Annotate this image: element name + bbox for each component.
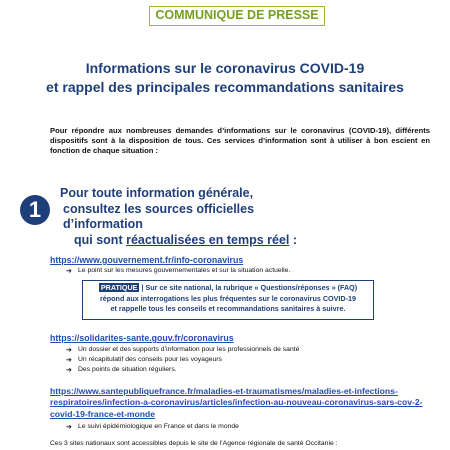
faq-line1: PRATIQUE | Sur ce site national, la rubrique « Questions/réponses » (FAQ)	[100, 283, 358, 292]
arrow-right-icon: ➔	[66, 424, 72, 431]
list-item: Le suivi épidémiologique en France et dans le monde	[78, 423, 239, 430]
link-santepubliquefrance[interactable]: https://www.santepubliquefrance.fr/maladies-et-traumatismes/maladies-et-infections-respiratoires/infection-a-coronavirus/articles/infection-au-nouveau-coronavirus-sars-cov-2-covid-19-france-et-monde	[50, 386, 423, 419]
section-number-badge: 1	[20, 195, 50, 225]
section-heading-line1: Pour toute information générale,	[60, 186, 254, 200]
faq-line2: répond aux interrogations les plus fréquentes sur le coronavirus COVID-19	[99, 293, 357, 303]
arrow-right-icon: ➔	[66, 367, 72, 374]
arrow-right-icon: ➔	[66, 347, 72, 354]
footer-note: Ces 3 sites nationaux sont accessibles depuis le site de l’Agence régionale de santé Occitanie :	[50, 440, 338, 447]
arrow-right-icon: ➔	[66, 357, 72, 364]
document-title-line1: Informations sur le coronavirus COVID-19	[85, 60, 365, 76]
link-gouvernement[interactable]: https://www.gouvernement.fr/info-coronavirus	[50, 255, 244, 265]
section-heading-line3: qui sont réactualisées en temps réel :	[74, 232, 298, 247]
faq-callout	[82, 280, 374, 320]
list-item: Un récapitulatif des conseils pour les voyageurs	[78, 356, 222, 363]
faq-line3: et rappelle tous les conseils et recommandations sanitaires à suivre.	[110, 304, 346, 313]
arrow-right-icon: ➔	[66, 268, 72, 275]
section-heading	[60, 186, 320, 248]
list-item: Des points de situation réguliers.	[78, 366, 177, 373]
link-solidarites-sante[interactable]: https://solidarites-sante.gouv.fr/coronavirus	[50, 333, 234, 343]
intro-paragraph: Pour répondre aux nombreuses demandes d’informations sur le coronavirus (COVID-19), différents dispositifs sont à la disposition de tous. Ces services d’information sont à utiliser à bon escient en fonction de chaque situation :	[50, 126, 430, 155]
document-title-line2: et rappel des principales recommandations sanitaires	[46, 79, 404, 95]
section-heading-line2: consultez les sources officielles d’information	[63, 201, 255, 231]
list-item: Un dossier et des supports d’information pour les professionnels de santé	[78, 346, 300, 353]
press-release-label: COMMUNIQUE DE PRESSE	[149, 6, 325, 26]
pratique-tag: PRATIQUE	[100, 283, 138, 292]
list-item: Le point sur les mesures gouvernementales et sur la situation actuelle.	[78, 267, 291, 274]
